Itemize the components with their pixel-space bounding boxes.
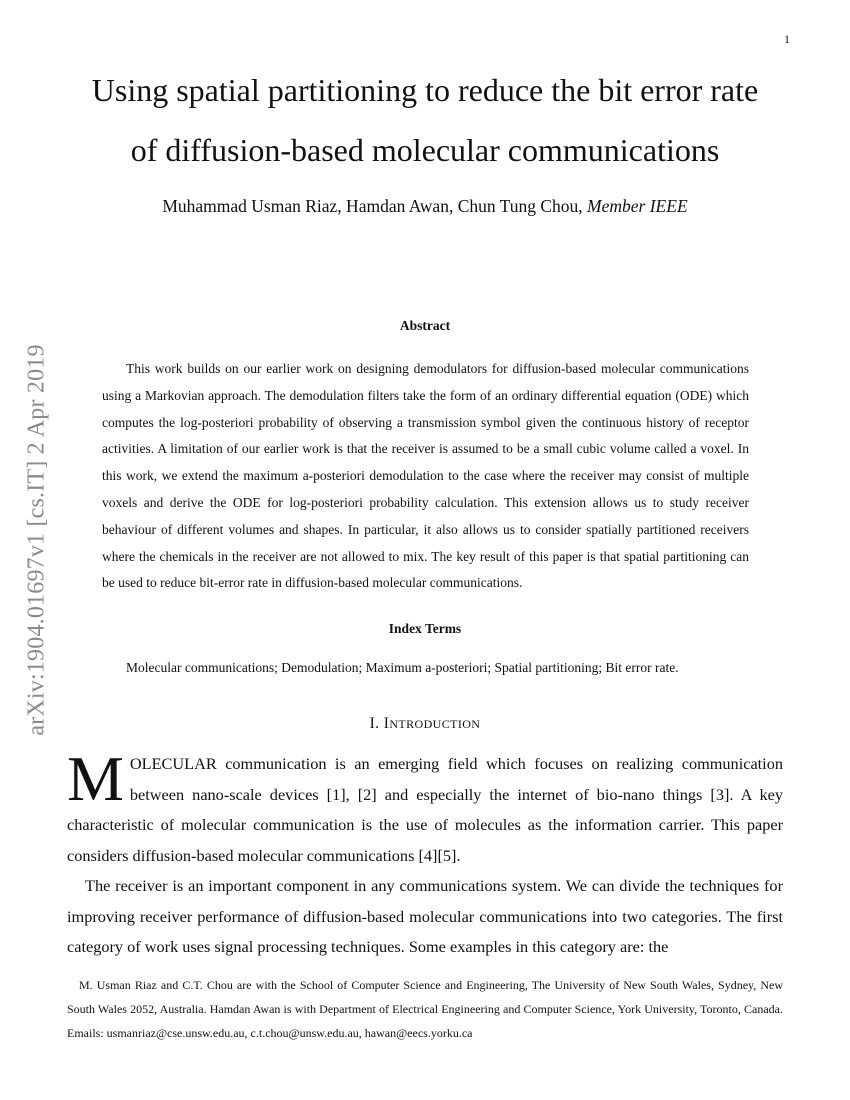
page-number: 1 — [784, 32, 790, 46]
author-membership: Member IEEE — [587, 196, 688, 216]
index-terms-body: Molecular communications; Demodulation; Maximum a-posteriori; Spatial partitioning; Bit error rate. — [126, 660, 679, 675]
paper-title — [50, 60, 800, 180]
index-terms-heading: Index Terms — [388, 621, 462, 636]
section-numeral: I. I — [369, 715, 390, 732]
section-title-smallcaps: NTRODUCTION — [389, 717, 481, 731]
arxiv-stamp: arXiv:1904.01697v1 [cs.IT] 2 Apr 2019 — [23, 344, 50, 736]
section-heading-introduction — [50, 715, 800, 733]
title-line-1: Using spatial partitioning to reduce the bit error rate — [91, 72, 759, 108]
abstract-heading: Abstract — [399, 318, 451, 333]
intro-paragraph-1-text: OLECULAR communication is an emerging field which focuses on realizing communication between nano-scale devices [1], [2] and especially the internet of bio-nano things [3]. A key characteristic of molecular communication is the use of molecules as the information carrier. This paper considers diffusion-based molecular communications [4][5]. — [67, 754, 783, 865]
abstract-body: This work builds on our earlier work on designing demodulators for diffusion-based molecular communications using a Markovian approach. The demodulation filters take the form of an ordinary differential equation (ODE) which computes the log-posteriori probability of observing a transmission symbol given the continuous history of receptor activities. A limitation of our earlier work is that the receiver is assumed to be a small cubic volume called a voxel. In this work, we extend the maximum a-posteriori demodulation to the case where the receiver may consist of multiple voxels and derive the ODE for log-posteriori probability calculation. This extension allows us to study receiver behaviour of different volumes and shapes. In particular, it also allows us to consider spatially partitioned receivers where the chemicals in the receiver are not allowed to mix. The key result of this paper is that spatial partitioning can be used to reduce bit-error rate in diffusion-based molecular communications. — [102, 361, 749, 591]
intro-paragraph-2: The receiver is an important component in any communications system. We can divide the techniques for improving receiver performance of diffusion-based molecular communications into two categories. The first category of work uses signal processing techniques. Some examples in this category are: the — [67, 876, 783, 956]
author-names: Muhammad Usman Riaz, Hamdan Awan, Chun Tung Chou, — [162, 196, 583, 216]
author-footnote: M. Usman Riaz and C.T. Chou are with the School of Computer Science and Engineering, The University of New South Wales, Sydney, New South Wales 2052, Australia. Hamdan Awan is with Department of Electrical Engineering and Computer Science, York University, Toronto, Canada. Emails: usmanriaz@cse.unsw.edu.au, c.t.chou@unsw.edu.au, hawan@eecs.yorku.ca — [67, 978, 783, 1040]
intro-paragraph-1 — [67, 743, 783, 871]
author-list — [50, 193, 800, 219]
title-line-2: of diffusion-based molecular communications — [130, 132, 720, 168]
drop-cap: M — [67, 743, 124, 814]
